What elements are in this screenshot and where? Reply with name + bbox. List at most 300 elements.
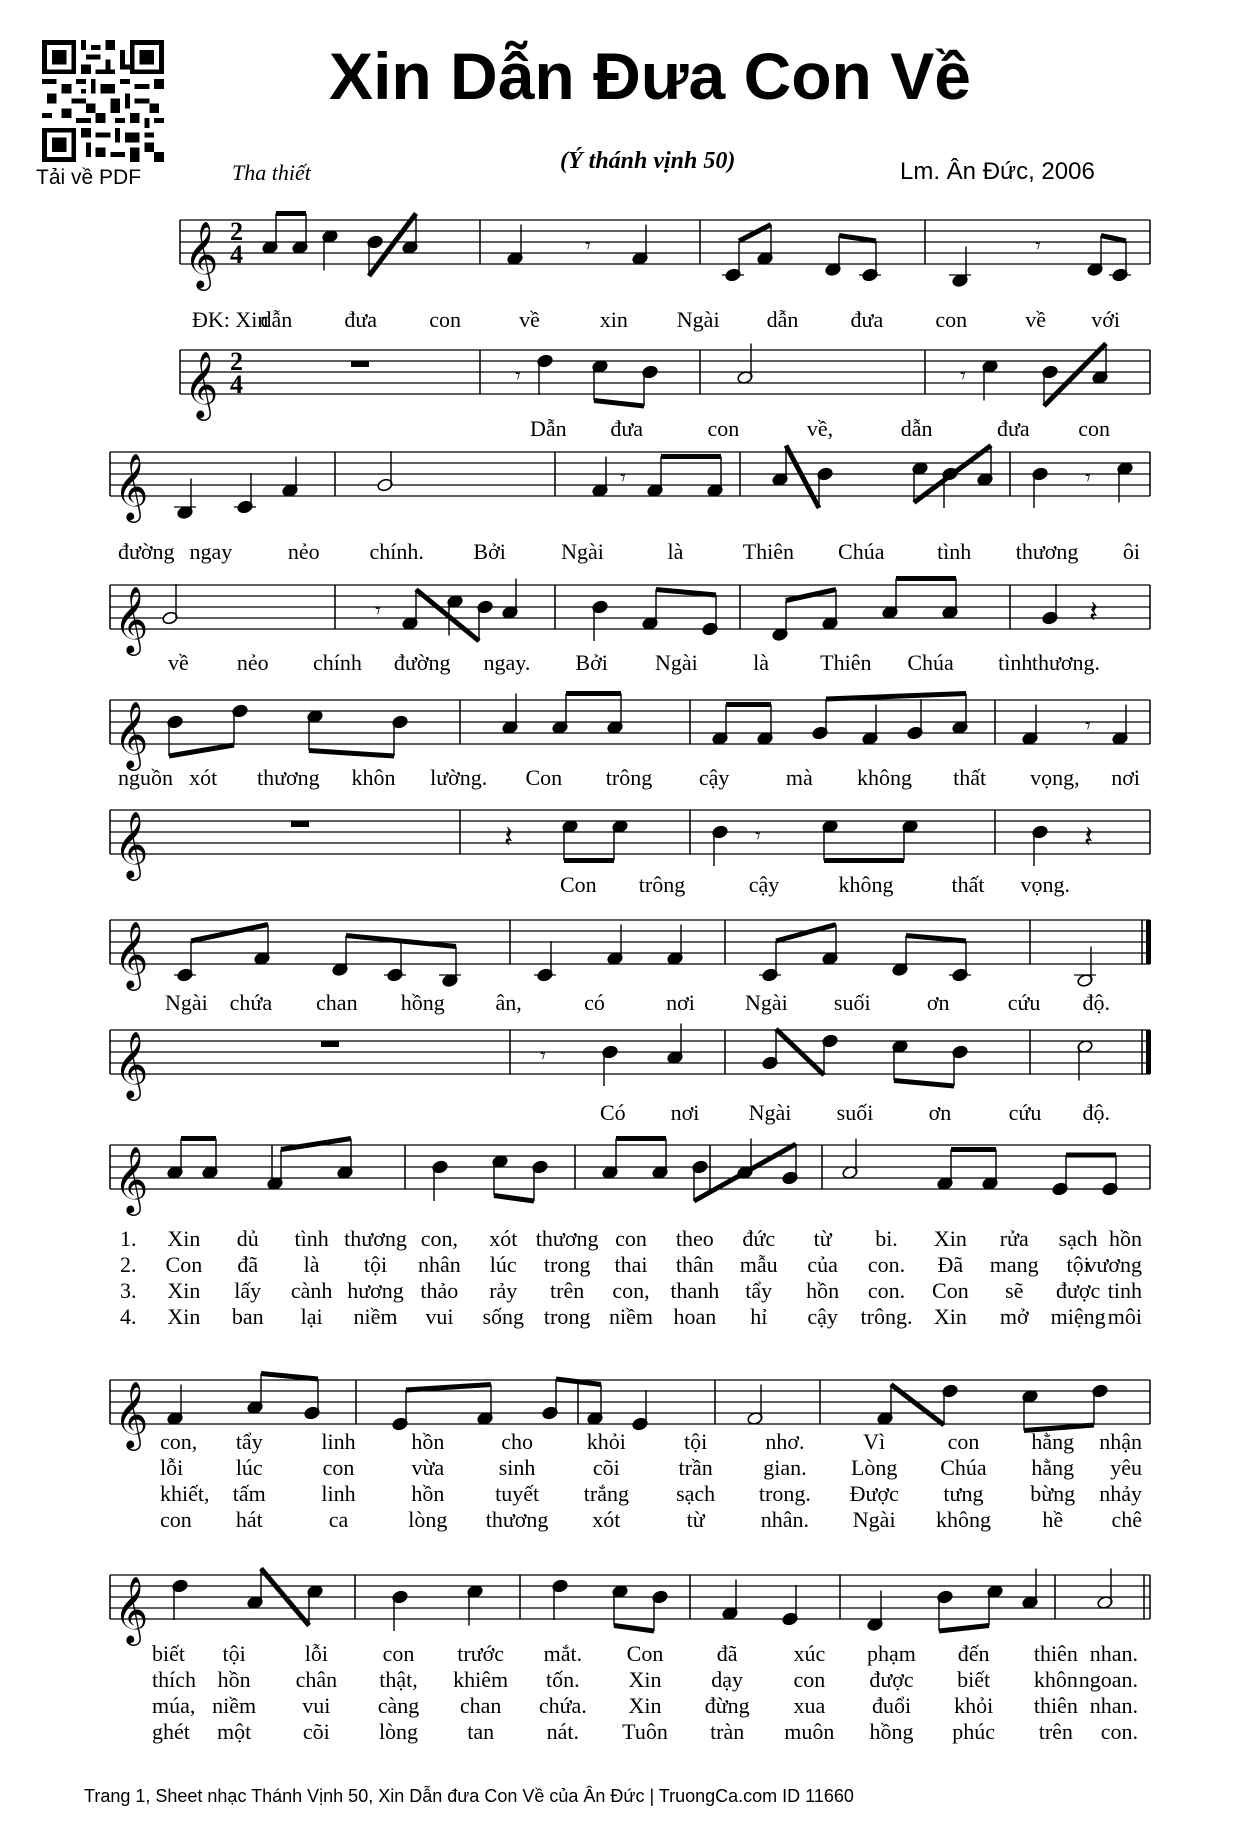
verse-lyric: ban bbox=[231, 1304, 264, 1329]
verse-lyric: cõi bbox=[592, 1455, 620, 1480]
verse-lyric: dủ bbox=[236, 1226, 259, 1251]
refrain-lyric-lower: đường bbox=[393, 650, 451, 675]
verse-lyric: phạm bbox=[867, 1641, 916, 1666]
refrain-lyric-lower: ngay. bbox=[483, 650, 531, 675]
quarter-rest: 𝄽 bbox=[1089, 595, 1099, 630]
verse-lyric: hằng bbox=[1031, 1455, 1075, 1480]
beam bbox=[656, 590, 716, 596]
refrain-lyric-upper: ôi bbox=[1122, 539, 1140, 564]
verse-lyric: con bbox=[615, 1226, 647, 1251]
verse-lyric: trông. bbox=[860, 1304, 913, 1329]
refrain-lyric-upper: với bbox=[1091, 307, 1120, 332]
verse-lyric: con bbox=[322, 1455, 355, 1480]
refrain-lyric-lower: là bbox=[753, 650, 770, 675]
refrain-lyric-upper: nẻo bbox=[287, 539, 320, 564]
refrain-lyric-lower: cậy bbox=[748, 872, 780, 897]
final-barline bbox=[1146, 1030, 1151, 1074]
verse-lyric: hằng bbox=[1031, 1429, 1075, 1454]
refrain-lyric-upper: vọng, bbox=[1030, 765, 1080, 790]
verse-lyric: cho bbox=[501, 1429, 533, 1454]
verse-lyric: hồn bbox=[1109, 1226, 1142, 1251]
refrain-lyric-upper: ngay bbox=[189, 539, 233, 564]
refrain-lyric-upper: khôn bbox=[351, 765, 396, 790]
beam bbox=[839, 236, 876, 242]
verse-lyric: ghét bbox=[152, 1719, 190, 1744]
verse-lyric: môi bbox=[1107, 1304, 1142, 1329]
verse-lyric: trong. bbox=[758, 1481, 811, 1506]
song-subtitle: (Ý thánh vịnh 50) bbox=[560, 148, 736, 174]
refrain-lyric-lower: dẫn bbox=[900, 416, 933, 441]
eighth-rest: 𝄾 bbox=[620, 466, 626, 491]
page-footer: Trang 1, Sheet nhạc Thánh Vịnh 50, Xin Dẫn đưa Con Về của Ân Đức | TruongCa.com ID 11660 bbox=[84, 1786, 854, 1806]
tempo-marking: Tha thiết bbox=[232, 160, 311, 185]
verse-lyric: linh bbox=[321, 1429, 356, 1454]
verse-lyric: vương bbox=[1085, 1252, 1142, 1277]
verse-lyric: con. bbox=[867, 1278, 906, 1303]
treble-clef: 𝄞 bbox=[114, 810, 149, 878]
refrain-lyric-upper: cậy bbox=[698, 765, 730, 790]
refrain-lyric-lower: không bbox=[838, 872, 894, 897]
verse-lyric: mắt. bbox=[543, 1641, 583, 1666]
beam bbox=[786, 590, 836, 601]
refrain-lyric-upper: đưa bbox=[344, 307, 378, 332]
treble-clef: 𝄞 bbox=[114, 700, 149, 768]
treble-clef: 𝄞 bbox=[114, 1380, 149, 1448]
verse-lyric: càng bbox=[377, 1693, 420, 1718]
time-signature-bottom: 4 bbox=[230, 370, 243, 399]
quarter-rest: 𝄽 bbox=[504, 820, 514, 855]
verse-lyric: lỗi bbox=[304, 1641, 328, 1666]
eighth-rest: 𝄾 bbox=[1085, 466, 1091, 491]
verse-lyric: dạy bbox=[711, 1667, 744, 1692]
verse-lyric: trong bbox=[543, 1304, 591, 1329]
beam bbox=[1101, 236, 1126, 242]
verse-lyric: hề bbox=[1042, 1507, 1064, 1532]
verse-lyric: yêu bbox=[1110, 1455, 1142, 1480]
beam bbox=[594, 401, 644, 407]
beam bbox=[494, 1196, 534, 1202]
quarter-rest: 𝄽 bbox=[1084, 820, 1094, 855]
refrain-lyric-upper: độ. bbox=[1082, 990, 1110, 1015]
verse-lyric: tình bbox=[294, 1226, 329, 1251]
verse-lyric: lấy bbox=[234, 1278, 262, 1303]
verse-lyric: thương bbox=[535, 1226, 599, 1251]
verse-lyric: vui bbox=[302, 1693, 331, 1718]
verse-lyric: tội bbox=[222, 1641, 246, 1666]
verse-lyric: tẩy bbox=[745, 1278, 773, 1303]
refrain-lyric-lower: chính bbox=[313, 650, 362, 675]
verse-lyric: xua bbox=[793, 1693, 826, 1718]
verse-lyric: hồn bbox=[806, 1278, 840, 1303]
verse-lyric: được bbox=[869, 1667, 914, 1692]
refrain-lyric-upper: dẫn bbox=[766, 307, 799, 332]
verse-lyric: miệng bbox=[1050, 1304, 1106, 1329]
verse-lyric: Tuôn bbox=[622, 1719, 668, 1744]
verse-lyric: tràn bbox=[710, 1719, 745, 1744]
verse-lyric: bừng bbox=[1030, 1481, 1076, 1506]
refrain-lyric-lower: con bbox=[1078, 416, 1110, 441]
refrain-lyric-lower: ơn bbox=[928, 1100, 952, 1125]
verse-lyric: nhan. bbox=[1089, 1693, 1138, 1718]
time-signature-bottom: 4 bbox=[230, 240, 243, 269]
beam bbox=[739, 225, 771, 242]
refrain-lyric-upper: lường. bbox=[430, 765, 488, 790]
verse-lyric: trước bbox=[457, 1641, 505, 1666]
verse-lyric: thiên bbox=[1033, 1693, 1078, 1718]
beam bbox=[776, 925, 836, 942]
verse-lyric: Xin bbox=[628, 1667, 662, 1692]
verse-lyric: tấm bbox=[232, 1481, 266, 1506]
eighth-rest: 𝄾 bbox=[540, 1044, 546, 1069]
refrain-lyric-upper: thất bbox=[953, 765, 987, 790]
verse-lyric: trên bbox=[550, 1278, 585, 1303]
verse-lyric: nhảy bbox=[1099, 1481, 1142, 1506]
refrain-lyric-upper: con bbox=[429, 307, 461, 332]
verse-lyric: sạch bbox=[1058, 1226, 1098, 1251]
refrain-lyric-upper: nơi bbox=[1111, 765, 1140, 790]
verse-lyric: theo bbox=[675, 1226, 714, 1251]
verse-lyric: mang bbox=[989, 1252, 1039, 1277]
verse-lyric: hoan bbox=[673, 1304, 717, 1329]
refrain-lyric-upper: Ngài bbox=[676, 307, 720, 332]
verse-lyric: thương bbox=[485, 1507, 549, 1532]
time-signature-top: 2 bbox=[230, 217, 243, 246]
verse-lyric: tội bbox=[363, 1252, 388, 1277]
verse-lyric: đã bbox=[716, 1641, 738, 1666]
download-pdf-label[interactable]: Tải về PDF bbox=[36, 166, 142, 189]
verse-lyric: tẩy bbox=[235, 1429, 263, 1454]
song-title: Xin Dẫn Đưa Con Về bbox=[329, 39, 971, 113]
verse-lyric: nhơ. bbox=[765, 1429, 805, 1454]
beam bbox=[894, 1081, 954, 1087]
verse-lyric: con bbox=[382, 1641, 415, 1666]
refrain-lyric-upper: Ngài bbox=[744, 990, 788, 1015]
lyrics bbox=[118, 307, 1142, 1744]
refrain-lyric-lower: tình bbox=[998, 650, 1033, 675]
beam bbox=[614, 1626, 654, 1632]
refrain-lyric-upper: ĐK: Xin bbox=[192, 307, 269, 332]
beam bbox=[906, 936, 966, 942]
verse-lyric: con. bbox=[1100, 1719, 1138, 1744]
refrain-lyric-upper: về bbox=[1025, 307, 1047, 332]
refrain-lyric-upper: không bbox=[857, 765, 912, 790]
verse-lyric: mẫu bbox=[739, 1252, 778, 1277]
refrain-lyric-lower: nẻo bbox=[236, 650, 269, 675]
verse-lyric: niềm bbox=[353, 1304, 398, 1329]
refrain-lyric-upper: chứa bbox=[229, 990, 273, 1015]
refrain-lyric-upper: thương bbox=[256, 765, 320, 790]
verse-lyric: Ngài bbox=[852, 1507, 896, 1532]
refrain-lyric-lower: thương. bbox=[1031, 650, 1100, 675]
verse-lyric: Con bbox=[626, 1641, 664, 1666]
verse-lyric: linh bbox=[321, 1481, 356, 1506]
verse-lyric: của bbox=[807, 1252, 838, 1277]
beam bbox=[281, 1139, 351, 1150]
verse-lyric: lúc bbox=[235, 1455, 263, 1480]
verse-lyric: Lòng bbox=[850, 1455, 898, 1480]
beam bbox=[169, 745, 234, 756]
verse-lyric: đuổi bbox=[871, 1693, 912, 1718]
verse-lyric: cõi bbox=[302, 1719, 330, 1744]
verse-lyric: 4. bbox=[120, 1304, 137, 1329]
verse-lyric: tưng bbox=[943, 1481, 984, 1506]
verse-lyric: đến bbox=[957, 1641, 990, 1666]
treble-clef: 𝄞 bbox=[114, 1575, 149, 1643]
verse-lyric: Con bbox=[932, 1278, 969, 1303]
refrain-lyric-upper: con bbox=[935, 307, 968, 332]
refrain-lyric-lower: Dẫn bbox=[530, 416, 567, 441]
refrain-lyric-lower: đưa bbox=[610, 416, 644, 441]
whole-rest bbox=[351, 361, 369, 367]
verse-lyric: đừng bbox=[704, 1693, 750, 1718]
verse-lyric: ngoan. bbox=[1078, 1667, 1138, 1692]
refrain-lyric-lower: về bbox=[168, 650, 189, 675]
treble-clef: 𝄞 bbox=[114, 585, 149, 653]
verse-lyric: thân bbox=[675, 1252, 714, 1277]
verse-lyric: niềm bbox=[212, 1693, 257, 1718]
verse-lyric: tội bbox=[1066, 1252, 1090, 1277]
refrain-lyric-upper: suối bbox=[833, 990, 871, 1015]
refrain-lyric-upper: có bbox=[584, 990, 605, 1015]
verse-lyric: Xin bbox=[167, 1226, 201, 1251]
verse-lyric: hồn bbox=[411, 1429, 445, 1454]
beam bbox=[939, 1626, 989, 1632]
verse-lyric: tinh bbox=[1107, 1278, 1142, 1303]
verse-lyric: một bbox=[217, 1719, 252, 1744]
refrain-lyric-upper: ân, bbox=[495, 990, 522, 1015]
beam bbox=[786, 446, 819, 509]
verse-lyric: thương bbox=[344, 1226, 407, 1251]
verse-lyric: hát bbox=[235, 1507, 263, 1532]
verse-lyric: Xin bbox=[628, 1693, 662, 1718]
whole-rest bbox=[321, 1041, 339, 1047]
verse-lyric: sống bbox=[482, 1304, 525, 1329]
refrain-lyric-upper: Bởi bbox=[473, 539, 506, 564]
treble-clef: 𝄞 bbox=[114, 452, 149, 520]
refrain-lyric-upper: chan bbox=[316, 990, 358, 1015]
verse-lyric: 1. bbox=[120, 1226, 137, 1251]
refrain-lyric-upper: xót bbox=[189, 765, 218, 790]
refrain-lyric-upper: chính. bbox=[369, 539, 424, 564]
refrain-lyric-upper: đường bbox=[118, 539, 175, 564]
verse-lyric: đã bbox=[237, 1252, 259, 1277]
verse-lyric: từ bbox=[686, 1507, 705, 1532]
verse-lyric: hồng bbox=[869, 1719, 914, 1744]
refrain-lyric-lower: Ngài bbox=[654, 650, 698, 675]
final-barline bbox=[1146, 920, 1151, 964]
refrain-lyric-lower: Thiên bbox=[820, 650, 872, 675]
refrain-lyric-lower: cứu bbox=[1008, 1100, 1042, 1125]
verse-lyric: cành bbox=[290, 1278, 333, 1303]
whole-rest bbox=[291, 821, 309, 827]
refrain-lyric-lower: con bbox=[707, 416, 740, 441]
verse-lyric: nát. bbox=[546, 1719, 580, 1744]
refrain-lyric-lower: đưa bbox=[996, 416, 1030, 441]
verse-lyric: nhân. bbox=[760, 1507, 810, 1532]
refrain-lyric-upper: Thiên bbox=[742, 539, 795, 564]
refrain-lyric-lower: Có bbox=[600, 1100, 626, 1125]
verse-lyric: tội bbox=[684, 1429, 708, 1454]
refrain-lyric-upper: về bbox=[519, 307, 540, 332]
refrain-lyric-lower: suối bbox=[836, 1100, 874, 1125]
verse-lyric: con. bbox=[867, 1252, 906, 1277]
verse-lyric: biết bbox=[152, 1641, 185, 1666]
refrain-lyric-lower: nơi bbox=[670, 1100, 700, 1125]
verse-lyric: lại bbox=[300, 1304, 323, 1329]
verse-lyric: gian. bbox=[763, 1455, 807, 1480]
verse-lyric: lòng bbox=[378, 1719, 419, 1744]
refrain-lyric-lower: Chúa bbox=[907, 650, 954, 675]
verse-lyric: khôn bbox=[1033, 1667, 1078, 1692]
verse-lyric: tan bbox=[467, 1719, 495, 1744]
verse-lyric: nhan. bbox=[1089, 1641, 1138, 1666]
refrain-lyric-upper: Ngài bbox=[561, 539, 604, 564]
eighth-rest: 𝄾 bbox=[585, 234, 591, 259]
verse-lyric: ca bbox=[328, 1507, 349, 1532]
verse-lyric: con bbox=[160, 1507, 192, 1532]
verse-lyric: xúc bbox=[793, 1641, 826, 1666]
eighth-rest: 𝄾 bbox=[1035, 234, 1041, 259]
refrain-lyric-upper: trông bbox=[605, 765, 653, 790]
verse-lyric: khỏi bbox=[954, 1693, 994, 1718]
verse-lyric: con, bbox=[612, 1278, 650, 1303]
beam bbox=[406, 1385, 491, 1391]
verse-lyric: được bbox=[1055, 1278, 1101, 1303]
refrain-lyric-upper: dẫn bbox=[260, 307, 293, 332]
treble-clef: 𝄞 bbox=[184, 350, 219, 418]
verse-lyric: rửa bbox=[999, 1226, 1029, 1251]
verse-lyric: đức bbox=[742, 1226, 776, 1251]
verse-lyric: thai bbox=[614, 1252, 648, 1277]
refrain-lyric-upper: hồng bbox=[400, 990, 445, 1015]
verse-lyric: Được bbox=[849, 1481, 899, 1506]
verse-lyric: Xin bbox=[167, 1278, 201, 1303]
refrain-lyric-lower: Ngài bbox=[748, 1100, 792, 1125]
verse-lyric: hỉ bbox=[750, 1304, 768, 1329]
refrain-lyric-upper: xin bbox=[599, 307, 628, 332]
verse-lyric: múa, bbox=[152, 1693, 196, 1718]
verse-lyric: mở bbox=[999, 1304, 1029, 1329]
time-signature-top: 2 bbox=[230, 347, 243, 376]
verse-lyric: Đã bbox=[937, 1252, 964, 1277]
verse-lyric: biết bbox=[957, 1667, 991, 1692]
refrain-lyric-upper: nơi bbox=[666, 990, 695, 1015]
beam bbox=[416, 590, 479, 642]
refrain-lyric-upper: Chúa bbox=[838, 539, 885, 564]
verse-lyric: vui bbox=[425, 1304, 454, 1329]
verse-lyric: trắng bbox=[583, 1481, 629, 1506]
refrain-lyric-upper: là bbox=[667, 539, 684, 564]
refrain-lyric-lower: thất bbox=[951, 872, 985, 897]
verse-lyric: Xin bbox=[933, 1226, 967, 1251]
refrain-lyric-lower: Bởi bbox=[575, 650, 608, 675]
refrain-lyric-upper: tình bbox=[937, 539, 972, 564]
refrain-lyric-lower: trông bbox=[638, 872, 686, 897]
verse-lyric: trên bbox=[1038, 1719, 1073, 1744]
refrain-lyric-upper: ơn bbox=[926, 990, 950, 1015]
verse-lyric: con bbox=[947, 1429, 980, 1454]
verse-lyric: chan bbox=[459, 1693, 502, 1718]
verse-lyric: là bbox=[303, 1252, 320, 1277]
verse-lyric: chứa. bbox=[538, 1693, 587, 1718]
treble-clef: 𝄞 bbox=[184, 220, 219, 288]
beam bbox=[826, 694, 966, 700]
refrain-lyric-upper: đưa bbox=[850, 307, 884, 332]
verse-lyric: lỗi bbox=[160, 1455, 184, 1480]
verse-lyric: muôn bbox=[784, 1719, 835, 1744]
refrain-lyric-lower: Con bbox=[560, 872, 597, 897]
verse-lyric: sẽ bbox=[1005, 1278, 1024, 1303]
refrain-lyric-upper: cứu bbox=[1007, 990, 1041, 1015]
verse-lyric: thật, bbox=[379, 1667, 418, 1692]
verse-lyric: sạch bbox=[676, 1481, 716, 1506]
verse-lyric: tốn. bbox=[546, 1667, 580, 1692]
composer-credit: Lm. Ân Đức, 2006 bbox=[900, 158, 1095, 185]
verse-lyric: khiêm bbox=[453, 1667, 509, 1692]
verse-lyric: Vì bbox=[863, 1429, 886, 1454]
verse-lyric: phúc bbox=[952, 1719, 996, 1744]
verse-lyric: Xin bbox=[933, 1304, 967, 1329]
verse-lyric: chân bbox=[295, 1667, 338, 1692]
verse-lyric: không bbox=[935, 1507, 991, 1532]
verse-lyric: 3. bbox=[120, 1278, 137, 1303]
eighth-rest: 𝄾 bbox=[515, 364, 521, 389]
verse-lyric: hương bbox=[347, 1278, 404, 1303]
verse-lyric: chê bbox=[1111, 1507, 1142, 1532]
refrain-lyric-lower: về, bbox=[806, 416, 834, 441]
verse-lyric: nhân bbox=[417, 1252, 461, 1277]
verse-lyric: nhận bbox=[1099, 1429, 1142, 1454]
verse-lyric: thảo bbox=[420, 1278, 459, 1303]
verse-lyric: con, bbox=[160, 1429, 198, 1454]
verse-lyric: thanh bbox=[670, 1278, 720, 1303]
verse-lyric: Chúa bbox=[940, 1455, 987, 1480]
refrain-lyric-upper: Ngài bbox=[165, 990, 208, 1015]
treble-clef: 𝄞 bbox=[114, 920, 149, 988]
eighth-rest: 𝄾 bbox=[1085, 714, 1091, 739]
refrain-lyric-upper: nguồn bbox=[118, 765, 173, 790]
refrain-lyric-upper: thương bbox=[1015, 539, 1079, 564]
verse-lyric: từ bbox=[813, 1226, 832, 1251]
verse-lyric: hồn bbox=[411, 1481, 445, 1506]
beam bbox=[261, 1374, 318, 1380]
verse-lyric: con bbox=[793, 1667, 826, 1692]
verse-lyric: thiên bbox=[1033, 1641, 1078, 1666]
eighth-rest: 𝄾 bbox=[375, 599, 381, 624]
verse-lyric: vừa bbox=[411, 1455, 445, 1480]
verse-lyric: Con bbox=[165, 1252, 203, 1277]
verse-lyric: xót bbox=[489, 1226, 518, 1251]
eighth-rest: 𝄾 bbox=[755, 824, 761, 849]
verse-lyric: khiết, bbox=[160, 1481, 210, 1506]
treble-clef: 𝄞 bbox=[114, 1030, 149, 1098]
verse-lyric: rảy bbox=[489, 1278, 518, 1303]
verse-lyric: khỏi bbox=[586, 1429, 626, 1454]
beam bbox=[309, 751, 394, 757]
refrain-lyric-upper: mà bbox=[785, 765, 813, 790]
beam bbox=[191, 925, 268, 942]
eighth-rest: 𝄾 bbox=[960, 364, 966, 389]
verse-lyric: tuyết bbox=[495, 1481, 540, 1506]
verse-lyric: cậy bbox=[807, 1304, 838, 1329]
verse-lyric: hồn bbox=[217, 1667, 251, 1692]
verse-lyric: lúc bbox=[489, 1252, 517, 1277]
verse-lyric: niềm bbox=[609, 1304, 653, 1329]
refrain-lyric-lower: vọng. bbox=[1020, 872, 1070, 897]
verse-lyric: con, bbox=[420, 1226, 459, 1251]
verse-lyric: sinh bbox=[498, 1455, 536, 1480]
verse-lyric: lòng bbox=[408, 1507, 448, 1532]
